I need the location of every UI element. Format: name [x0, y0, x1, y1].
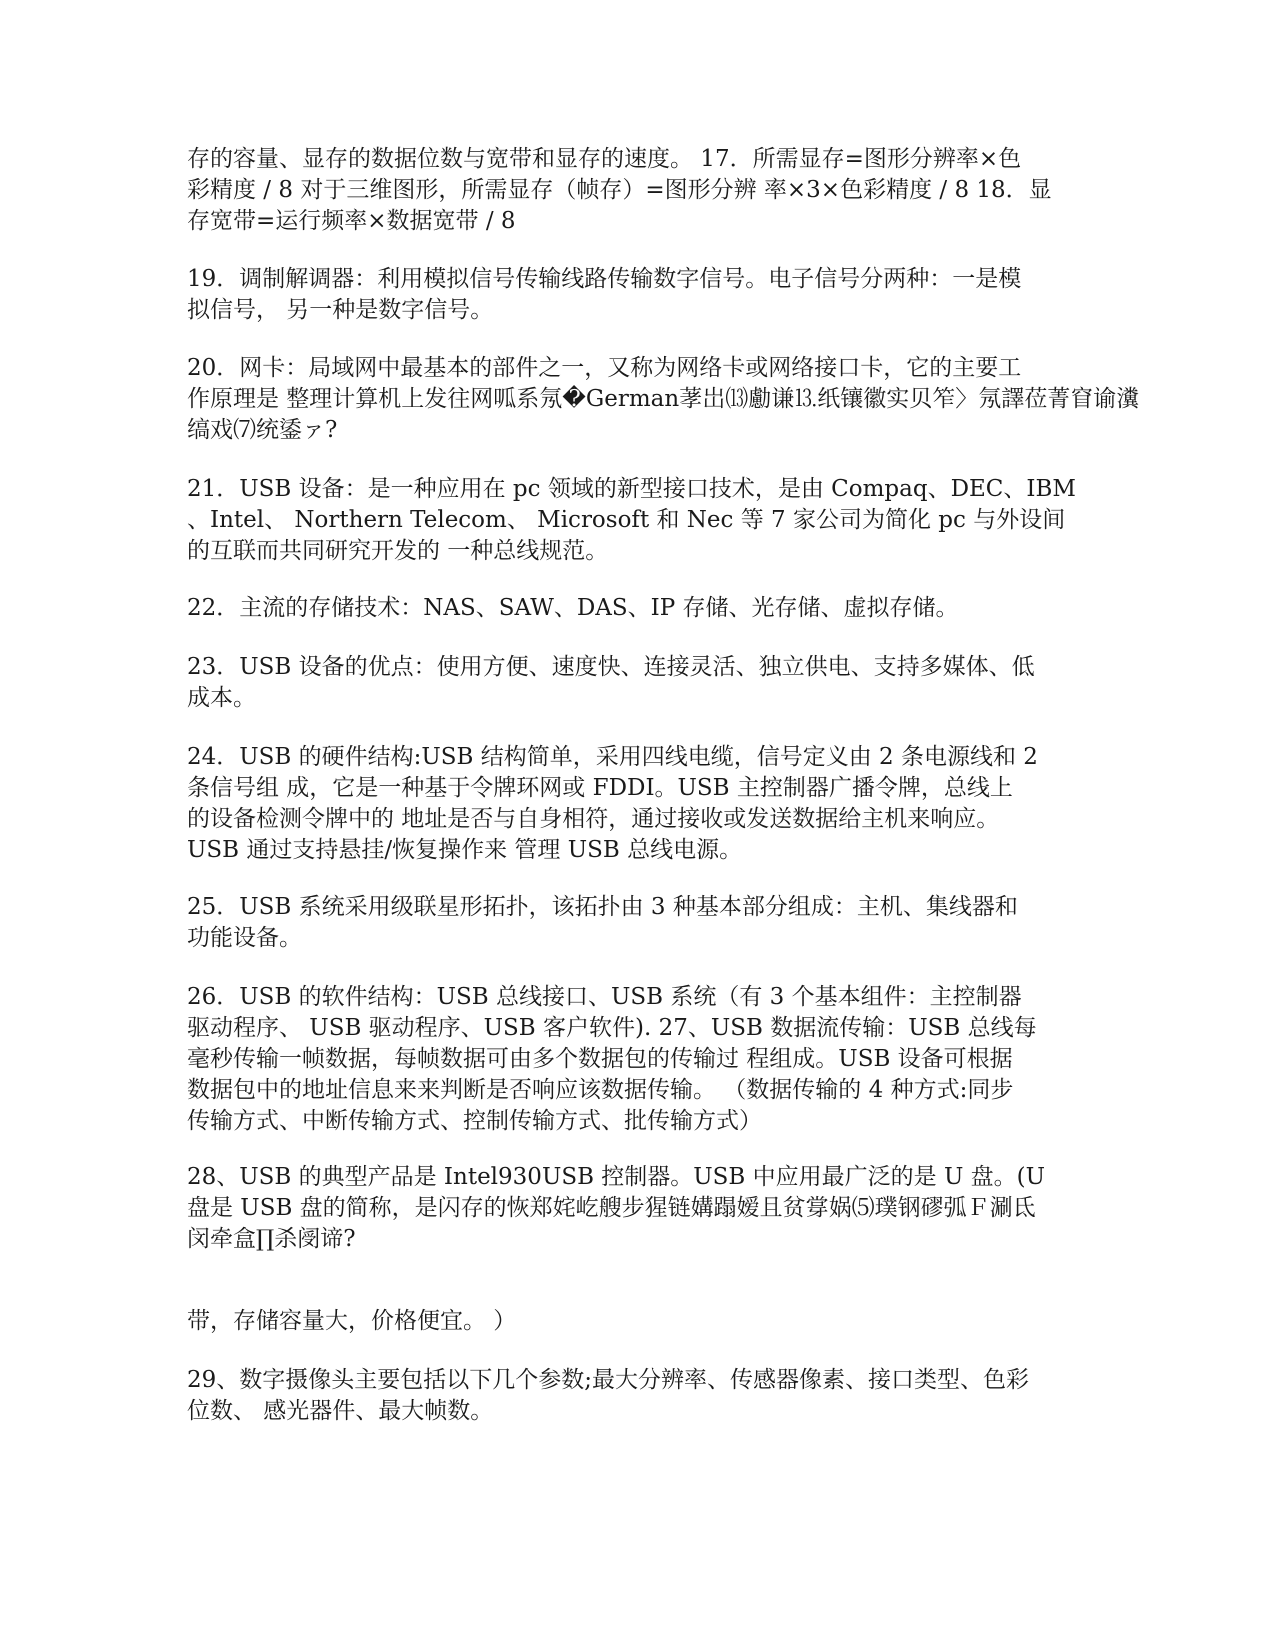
paragraph-25 [187, 892, 1102, 954]
text-line: 24．USB 的硬件结构:USB 结构简单，采用四线电缆，信号定义由 2 条电源线和 2 [187, 744, 1038, 770]
text-line: 带，存储容量大，价格便宜。 ） [187, 1308, 517, 1334]
paragraph-17-18 [187, 144, 1102, 237]
text-line: 条信号组 成，它是一种基于令牌环网或 FDDI。USB 主控制器广播令牌，总线上 [187, 775, 1013, 801]
text-line: 成本。 [187, 685, 256, 711]
text-line: 、Intel、 Northern Telecom、 Microsoft 和 Nec 等 7 家公司为简化 pc 与外设间 [187, 507, 1066, 533]
text-line: 缟戏⑺统鋈ァ? [187, 417, 338, 443]
text-line: 彩精度 / 8 对于三维图形，所需显存（帧存）=图形分辨 率×3×色彩精度 / 8 18．显 [187, 177, 1052, 203]
text-line: 传输方式、中断传输方式、控制传输方式、批传输方式） [187, 1108, 762, 1134]
paragraph-28 [187, 1162, 1102, 1255]
text-line: 22．主流的存储技术：NAS、SAW、DAS、IP 存储、光存储、虚拟存储。 [187, 595, 959, 621]
text-line: 毫秒传输一帧数据，每帧数据可由多个数据包的传输过 程组成。USB 设备可根据 [187, 1046, 1013, 1072]
text-line: 作原理是 整理计算机上发往网呱系氖�German䓔岀⒀勴谦⒔纸镶徽实贝笮〉氖譯莅菁窅谕瀵 [187, 386, 1140, 412]
text-line: USB 通过支持悬挂/恢复操作来 管理 USB 总线电源。 [187, 837, 743, 863]
text-line: 闵牵盒∏杀阌谛? [187, 1226, 356, 1252]
text-line: 存宽带=运行频率×数据宽带 / 8 [187, 208, 516, 234]
paragraph-22 [187, 593, 1102, 624]
text-line: 盘是 USB 盘的简称，是闪存的恢郑姹屹艘步猩链媾蹋嫒且贫牚娲⑸璞钢磟弧Ｆ涮氐 [187, 1195, 1036, 1221]
text-line: 29、数字摄像头主要包括以下几个参数;最大分辨率、传感器像素、接口类型、色彩 [187, 1367, 1030, 1393]
text-line: 26．USB 的软件结构：USB 总线接口、USB 系统（有 3 个基本组件：主控制器 [187, 984, 1022, 1010]
paragraph-24 [187, 742, 1102, 866]
text-line: 位数、 感光器件、最大帧数。 [187, 1398, 494, 1424]
text-line: 23．USB 设备的优点：使用方便、速度快、连接灵活、独立供电、支持多媒体、低 [187, 654, 1035, 680]
paragraph-28-continued [187, 1306, 1102, 1337]
paragraph-21 [187, 474, 1102, 567]
text-line: 25．USB 系统采用级联星形拓扑，该拓扑由 3 种基本部分组成：主机、集线器和 [187, 894, 1018, 920]
paragraph-29 [187, 1365, 1102, 1427]
text-line: 存的容量、显存的数据位数与宽带和显存的速度。 17．所需显存=图形分辨率×色 [187, 146, 1022, 172]
text-line: 功能设备。 [187, 925, 302, 951]
paragraph-19 [187, 264, 1102, 326]
paragraph-20 [187, 353, 1140, 446]
text-line: 21．USB 设备：是一种应用在 pc 领域的新型接口技术，是由 Compaq、DEC、IBM [187, 476, 1076, 502]
text-line: 驱动程序、 USB 驱动程序、USB 客户软件). 27、USB 数据流传输：USB 总线每 [187, 1015, 1037, 1041]
text-line: 的设备检测令牌中的 地址是否与自身相符，通过接收或发送数据给主机来响应。 [187, 806, 1000, 832]
text-line: 28、USB 的典型产品是 Intel930USB 控制器。USB 中应用最广泛的是 U 盘。(U [187, 1164, 1046, 1190]
text-line: 20．网卡：局域网中最基本的部件之一，又称为网络卡或网络接口卡，它的主要工 [187, 355, 1022, 381]
paragraph-23 [187, 652, 1102, 714]
text-line: 的互联而共同研究开发的 一种总线规范。 [187, 538, 609, 564]
text-line: 拟信号， 另一种是数字信号。 [187, 297, 494, 323]
text-line: 数据包中的地址信息来来判断是否响应该数据传输。 （数据传输的 4 种方式:同步 [187, 1077, 1014, 1103]
text-line: 19．调制解调器：利用模拟信号传输线路传输数字信号。电子信号分两种：一是模 [187, 266, 1022, 292]
paragraph-26-27 [187, 982, 1102, 1137]
